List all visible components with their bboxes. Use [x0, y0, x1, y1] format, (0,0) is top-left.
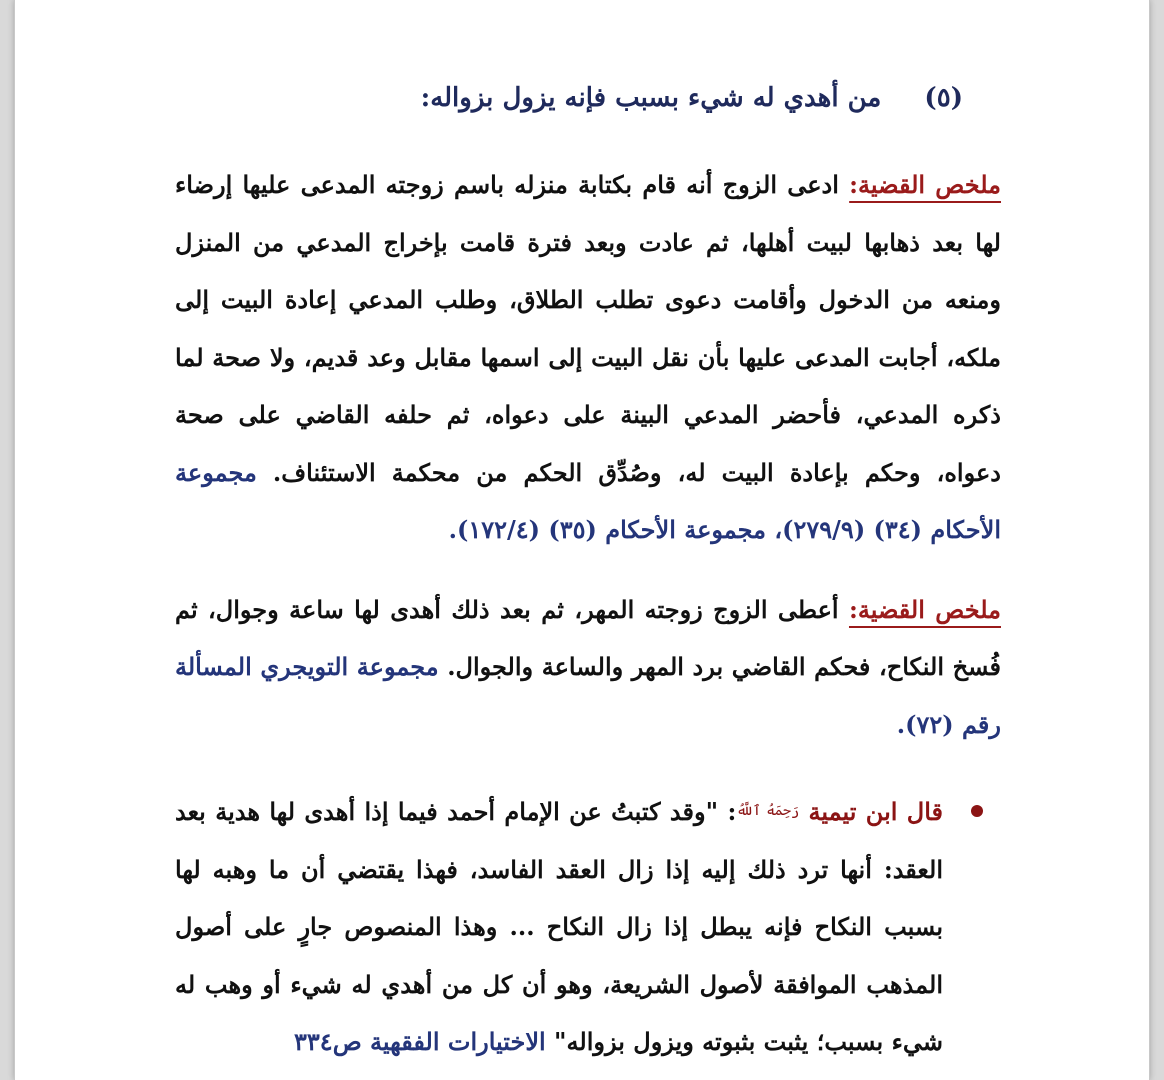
- case-summary-1: [175, 156, 1001, 559]
- case-label: ملخص القضية:: [849, 170, 1001, 199]
- bullet-icon: [971, 805, 983, 817]
- ibn-taymiyyah-quote: [175, 783, 943, 1071]
- case-label: ملخص القضية:: [848, 594, 1001, 624]
- quote-speaker: قال ابن تيمية: [808, 797, 943, 826]
- section-heading: [175, 72, 1001, 124]
- section-number: (٥): [924, 83, 963, 113]
- case-reference: مجموعة الأحكام (٣٤) (٢٧٩/٩)، مجموعة الأحكام (٣٥) (١٧٢/٤).: [175, 457, 1001, 544]
- quote-text: : "وقد كتبتُ عن الإمام أحمد فيما إذا أهدى لها هدية بعد العقد: أنها ترد ذلك إليه إذا زال العقد الفاسد، فهذا يقتضي أن ما وهبه لها بسبب النكاح فإنه يبطل إذا زال النكاح ... وهذا المنصوص جارٍ على أصول المذهب الموافقة لأصول الشريعة، وهو أن كل من أهدي له شيء أو وهب له شيء بسبب؛ يثبت بثبوته ويزول بزواله": [175, 797, 943, 1056]
- document-content: [175, 72, 1001, 1071]
- case-summary-2: [175, 581, 1001, 754]
- case-reference: مجموعة التويجري المسألة رقم (٧٢).: [175, 652, 1001, 739]
- case-text: أعطى الزوج زوجته المهر، ثم بعد ذلك أهدى لها ساعة وجوال، ثم فُسخ النكاح، فحكم القاضي برد المهر والساعة والجوال.: [175, 594, 1001, 681]
- section-title: من أهدي له شيء بسبب فإنه يزول بزواله:: [420, 83, 882, 113]
- document-page: [14, 0, 1150, 1080]
- quote-reference: الاختيارات الفقهية ص٣٣٤: [294, 1027, 546, 1056]
- honorific-phrase: رَحِمَهُ ٱللَّهُ: [736, 803, 800, 819]
- case-text: ادعى الزوج أنه قام بكتابة منزله باسم زوجته المدعى عليها إرضاء لها بعد ذهابها لبيت أهلها، ثم عادت وبعد فترة قامت بإخراج المدعي من المنزل ومنعه من الدخول وأقامت دعوى تطلب الطلاق، وطلب المدعي إعادة البيت إلى ملكه، أجابت المدعى عليها بأن نقل البيت إلى اسمها مقابل وعد قديم، ولا صحة لما ذكره المدعي، فأحضر المدعي البينة على دعواه، ثم حلفه القاضي على صحة دعواه، وحكم بإعادة البيت له، وصُدِّق الحكم من محكمة الاستئناف.: [175, 170, 1001, 487]
